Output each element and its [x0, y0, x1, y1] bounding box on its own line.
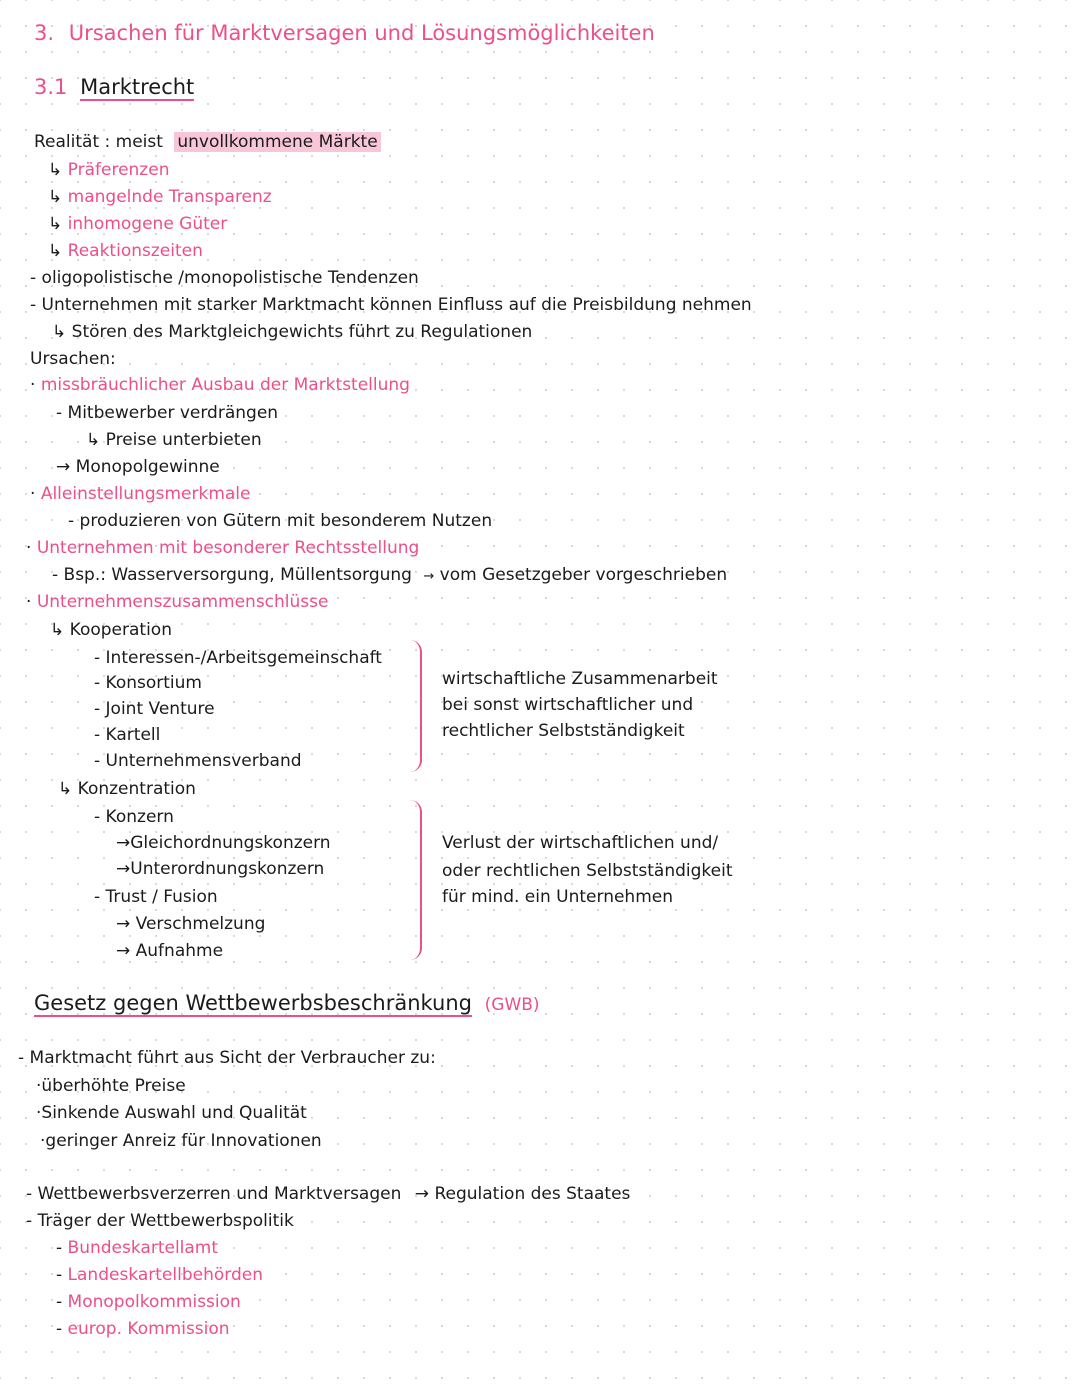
kooperation-item: - Konsortium	[94, 673, 202, 693]
konzentration-bracket	[410, 800, 422, 960]
konzentration-note: für mind. ein Unternehmen	[442, 887, 674, 907]
reason-item: ↳ Reaktionszeiten	[48, 241, 203, 261]
kooperation-item: - Joint Venture	[94, 699, 215, 719]
tendency-line: - oligopolistische /monopolistische Tendenzen	[30, 268, 419, 288]
traeger-line: - Träger der Wettbewerbspolitik	[26, 1211, 294, 1231]
reason-item: ↳ Präferenzen	[48, 160, 170, 180]
kooperation-note: bei sonst wirtschaftlicher und	[442, 695, 694, 715]
cause-item: · Unternehmen mit besonderer Rechtsstellung	[26, 538, 420, 558]
konzentration-item: - Trust / Fusion	[94, 887, 218, 907]
kooperation-note: rechtlicher Selbstständigkeit	[442, 721, 685, 741]
realitaet-line	[34, 131, 381, 153]
konzentration-item: - Konzern	[94, 807, 174, 827]
reason-item: ↳ mangelnde Transparenz	[48, 187, 272, 207]
title-number: 3.	[34, 21, 55, 45]
cause-item: · Unternehmenszusammenschlüsse	[26, 592, 329, 612]
title-text: Ursachen für Marktversagen und Lösungsmöglichkeiten	[68, 21, 655, 45]
konzentration-heading: ↳ Konzentration	[58, 779, 196, 799]
page-title	[34, 22, 655, 44]
konzentration-sub: → Verschmelzung	[116, 914, 266, 934]
gesetz-text: Gesetz gegen Wettbewerbsbeschränkung	[34, 991, 472, 1015]
realitaet-highlight: unvollkommene Märkte	[174, 132, 380, 152]
traeger-item: - Monopolkommission	[56, 1292, 241, 1312]
kooperation-note: wirtschaftliche Zusammenarbeit	[442, 669, 718, 689]
kooperation-item: - Unternehmensverband	[94, 751, 302, 771]
cause-sub: - Bsp.: Wasserversorgung, Müllentsorgung → vom Gesetzgeber vorgeschrieben	[52, 565, 728, 585]
gesetz-abbr: (GWB)	[484, 995, 540, 1015]
tendency-line: ↳ Stören des Marktgleichgewichts führt zu Regulationen	[52, 322, 533, 342]
konzentration-note: oder rechtlichen Selbstständigkeit	[442, 861, 733, 881]
cause-item: · missbräuchlicher Ausbau der Marktstellung	[30, 375, 410, 395]
wettbewerb-line: - Wettbewerbsverzerren und Marktversagen → Regulation des Staates	[26, 1184, 631, 1204]
reason-item: ↳ inhomogene Güter	[48, 214, 228, 234]
kooperation-bracket	[410, 640, 422, 772]
konzentration-sub: →Unterordnungskonzern	[116, 859, 325, 879]
ursachen-heading: Ursachen:	[30, 349, 116, 369]
gesetz-heading	[34, 992, 540, 1016]
traeger-item: - Bundeskartellamt	[56, 1238, 219, 1258]
marktmacht-item: ·überhöhte Preise	[36, 1076, 186, 1096]
kooperation-item: - Interessen-/Arbeitsgemeinschaft	[94, 648, 382, 668]
section-number: 3.1	[34, 75, 68, 99]
cause-item: · Alleinstellungsmerkmale	[30, 484, 251, 504]
realitaet-label: Realität : meist	[34, 132, 163, 152]
traeger-item: - europ. Kommission	[56, 1319, 230, 1339]
kooperation-heading: ↳ Kooperation	[50, 620, 172, 640]
kooperation-item: - Kartell	[94, 725, 161, 745]
cause-sub: - Mitbewerber verdrängen	[56, 403, 279, 423]
konzentration-note: Verlust der wirtschaftlichen und/	[442, 833, 719, 853]
konzentration-sub: →Gleichordnungskonzern	[116, 833, 331, 853]
marktmacht-item: ·geringer Anreiz für Innovationen	[40, 1131, 322, 1151]
tendency-line: - Unternehmen mit starker Marktmacht können Einfluss auf die Preisbildung nehmen	[30, 295, 752, 315]
marktmacht-item: ·Sinkende Auswahl und Qualität	[36, 1103, 307, 1123]
marktmacht-line: - Marktmacht führt aus Sicht der Verbraucher zu:	[18, 1048, 436, 1068]
konzentration-sub: → Aufnahme	[116, 941, 224, 961]
cause-sub: → Monopolgewinne	[56, 457, 220, 477]
section-title: Marktrecht	[80, 75, 195, 99]
section-heading	[34, 76, 194, 98]
cause-sub: ↳ Preise unterbieten	[86, 430, 262, 450]
cause-sub: - produzieren von Gütern mit besonderem Nutzen	[68, 511, 493, 531]
traeger-item: - Landeskartellbehörden	[56, 1265, 263, 1285]
